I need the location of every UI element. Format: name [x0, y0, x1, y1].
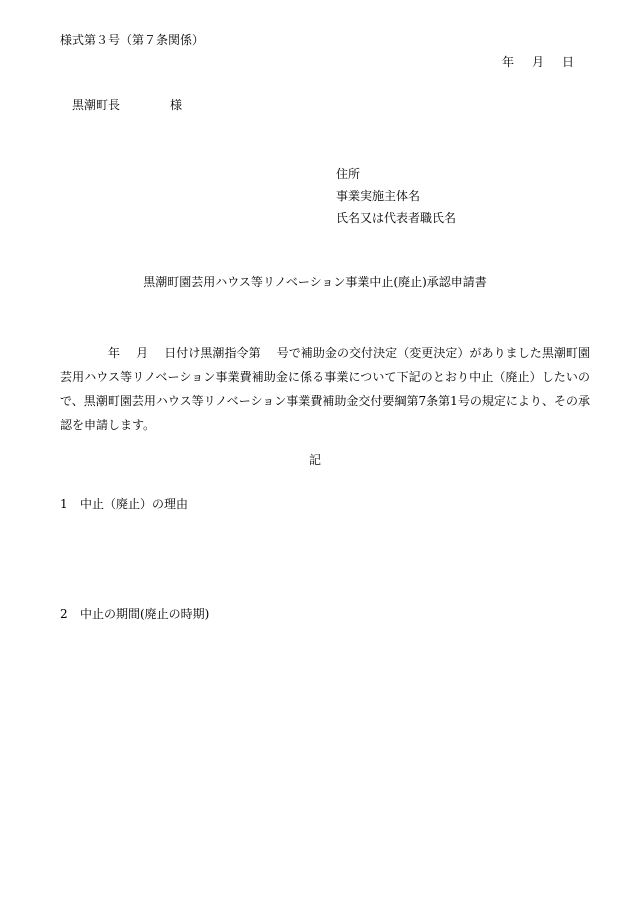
body-day-prefix: 日付け黒潮指令第: [164, 346, 261, 360]
form-number: 様式第３号（第７条関係）: [60, 33, 205, 47]
item-number: 1: [60, 497, 68, 511]
document-title: 黒潮町園芸用ハウス等リノベーション事業中止(廃止)承認申請書: [143, 275, 487, 289]
ki-heading: 記: [308, 453, 321, 467]
applicant-entity-label: 事業実施主体名: [336, 189, 421, 203]
item-label: 中止の期間(廃止の時期): [80, 607, 210, 621]
item-period: [60, 606, 209, 622]
body-paragraph: [60, 341, 590, 437]
item-number: 2: [60, 607, 68, 621]
body-month: 月: [136, 346, 149, 360]
body-year: 年: [108, 346, 121, 360]
body-rest: 号で補助金の交付決定（変更決定）がありました黒潮町園芸用ハウス等リノベーション事業費補助金に係る事業について下記のとおり中止（廃止）したいので、黒潮町園芸用ハウス等リノベーション事業費補助金交付要綱第7条第1号の規定により、その承認を申請します。: [60, 346, 590, 432]
date-year: 年: [501, 55, 514, 69]
applicant-name-label: 氏名又は代表者職氏名: [336, 211, 457, 225]
date-line: [502, 54, 574, 70]
applicant-block: [336, 163, 456, 229]
applicant-address-label: 住所: [336, 167, 361, 181]
item-label: 中止（廃止）の理由: [80, 497, 189, 511]
item-reason: [60, 496, 188, 512]
addressee: [72, 97, 182, 113]
addressee-name: 黒潮町長: [72, 98, 121, 112]
addressee-honorific: 様: [170, 98, 183, 112]
date-day: 日: [561, 55, 574, 69]
date-month: 月: [531, 55, 544, 69]
